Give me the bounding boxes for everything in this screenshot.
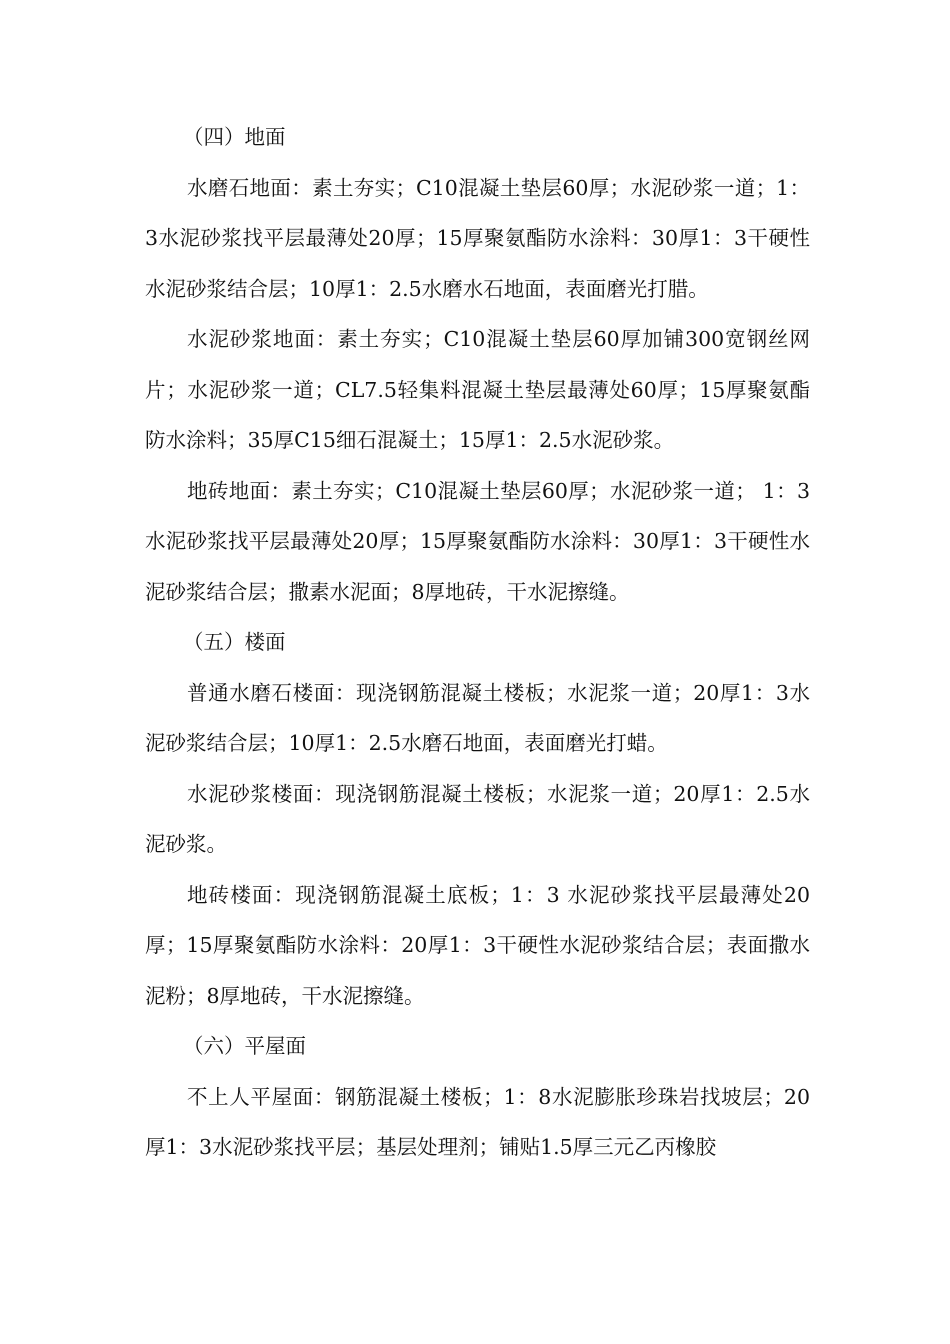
paragraph: 水磨石地面：素土夯实；C10混凝土垫层60厚；水泥砂浆一道；1：3水泥砂浆找平层最薄处20厚；15厚聚氨酯防水涂料：30厚1：3干硬性水泥砂浆结合层；10厚1：2.5水磨水石地面，表面磨光打腊。 <box>145 175 810 301</box>
section-floor <box>145 112 810 617</box>
paragraph: 水泥砂浆楼面：现浇钢筋混凝土楼板；水泥浆一道；20厚1：2.5水泥砂浆。 <box>145 781 810 856</box>
paragraph: 普通水磨石楼面：现浇钢筋混凝土楼板；水泥浆一道；20厚1：3水泥砂浆结合层；10厚1：2.5水磨石地面，表面磨光打蜡。 <box>145 680 810 755</box>
paragraph: 水泥砂浆地面：素土夯实；C10混凝土垫层60厚加铺300宽钢丝网片；水泥砂浆一道；CL7.5轻集料混凝土垫层最薄处60厚；15厚聚氨酯防水涂料；35厚C15细石混凝土；15厚1：2.5水泥砂浆。 <box>145 327 810 452</box>
section-flat-roof <box>145 1021 810 1173</box>
paragraph: 地砖地面：素土夯实；C10混凝土垫层60厚；水泥砂浆一道； 1：3水泥砂浆找平层最薄处20厚；15厚聚氨酯防水涂料：30厚1：3干硬性水泥砂浆结合层；撒素水泥面；8厚地砖，干水泥擦缝。 <box>145 478 810 604</box>
document-page <box>145 112 810 1173</box>
section-heading: （六）平屋面 <box>183 1034 306 1058</box>
paragraph: 地砖楼面：现浇钢筋混凝土底板；1：3 水泥砂浆找平层最薄处20厚；15厚聚氨酯防水涂料：20厚1：3干硬性水泥砂浆结合层；表面撒水泥粉；8厚地砖，干水泥擦缝。 <box>145 882 810 1008</box>
section-heading: （五）楼面 <box>183 630 286 654</box>
section-upper-floor <box>145 617 810 1021</box>
paragraph: 不上人平屋面：钢筋混凝土楼板；1：8水泥膨胀珍珠岩找坡层；20厚1：3水泥砂浆找平层；基层处理剂；铺贴1.5厚三元乙丙橡胶 <box>145 1084 810 1159</box>
section-heading: （四）地面 <box>183 125 286 149</box>
